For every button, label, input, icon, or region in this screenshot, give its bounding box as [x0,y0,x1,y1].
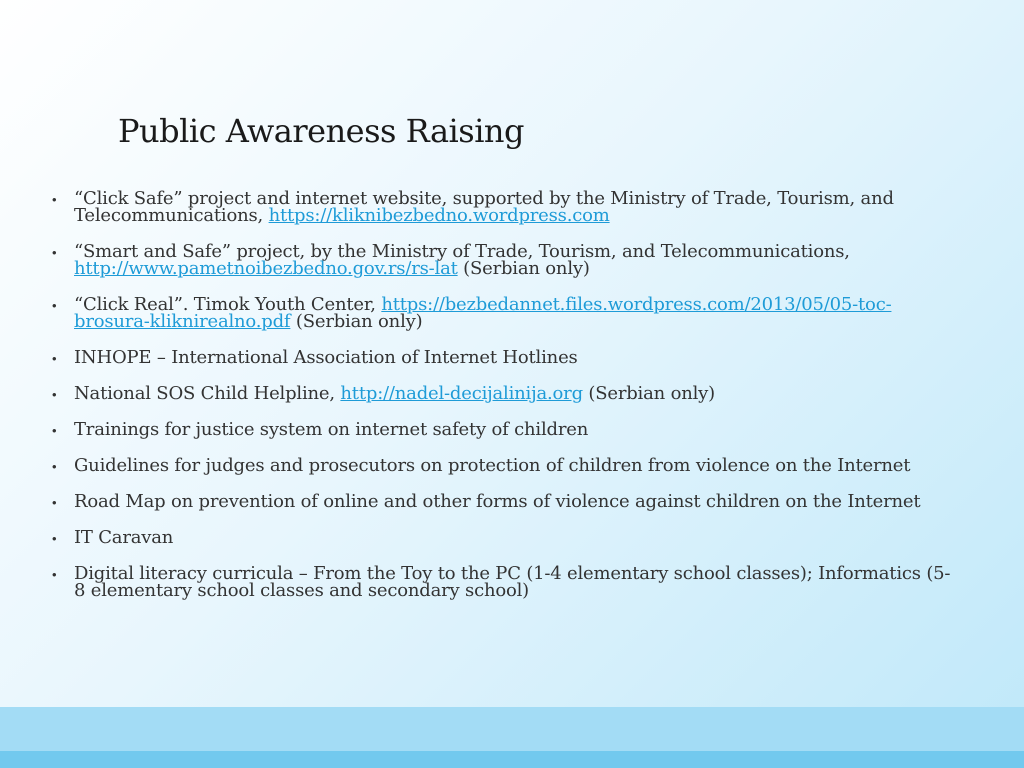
item-text: Trainings for justice system on internet safety of children [74,419,589,440]
item-text: Road Map on prevention of online and other forms of violence against children on the Internet [74,491,921,512]
bullet-icon: • [52,245,57,260]
footer-band-light [0,707,1024,751]
item-suffix: (Serbian only) [290,311,423,332]
list-item [52,190,952,224]
slide-title: Public Awareness Raising [118,112,525,150]
list-item [52,421,952,438]
item-link[interactable]: http://www.pametnoibezbedno.gov.rs/rs-lat [74,258,458,279]
list-item [52,349,952,366]
item-text: IT Caravan [74,527,174,548]
bullet-icon: • [52,192,57,207]
bullet-icon: • [52,459,57,474]
item-text: “Click Safe” project and internet website, supported by the Ministry of Trade, Tourism, and Telecommunications, [74,188,894,226]
item-text: “Smart and Safe” project, by the Ministry of Trade, Tourism, and Telecommunications, [74,241,850,262]
list-item [52,457,952,474]
bullet-icon: • [52,567,57,582]
item-suffix: (Serbian only) [457,258,590,279]
footer-band-dark [0,751,1024,768]
bullet-icon: • [52,423,57,438]
item-text: Guidelines for judges and prosecutors on protection of children from violence on the Internet [74,455,911,476]
list-item [52,529,952,546]
list-item [52,385,952,402]
item-link[interactable]: http://nadel-decijalinija.org [340,383,583,404]
item-text: National SOS Child Helpline, [74,383,341,404]
bullet-list [52,190,952,618]
list-item [52,493,952,510]
bullet-icon: • [52,531,57,546]
item-text: INHOPE – International Association of Internet Hotlines [74,347,578,368]
bullet-icon: • [52,298,57,313]
bullet-icon: • [52,387,57,402]
item-suffix: (Serbian only) [582,383,715,404]
item-link[interactable]: https://kliknibezbedno.wordpress.com [268,205,610,226]
list-item [52,243,952,277]
bullet-icon: • [52,351,57,366]
list-item [52,565,952,599]
item-text: Digital literacy curricula – From the Toy to the PC (1-4 elementary school classes); Informatics (5-8 elementary school classes and secondary school) [74,563,951,601]
item-link[interactable]: https://bezbedannet.files.wordpress.com/2013/05/05-toc-brosura-kliknirealno.pdf [74,294,892,332]
item-text: “Click Real”. Timok Youth Center, [74,294,382,315]
list-item [52,296,952,330]
bullet-icon: • [52,495,57,510]
